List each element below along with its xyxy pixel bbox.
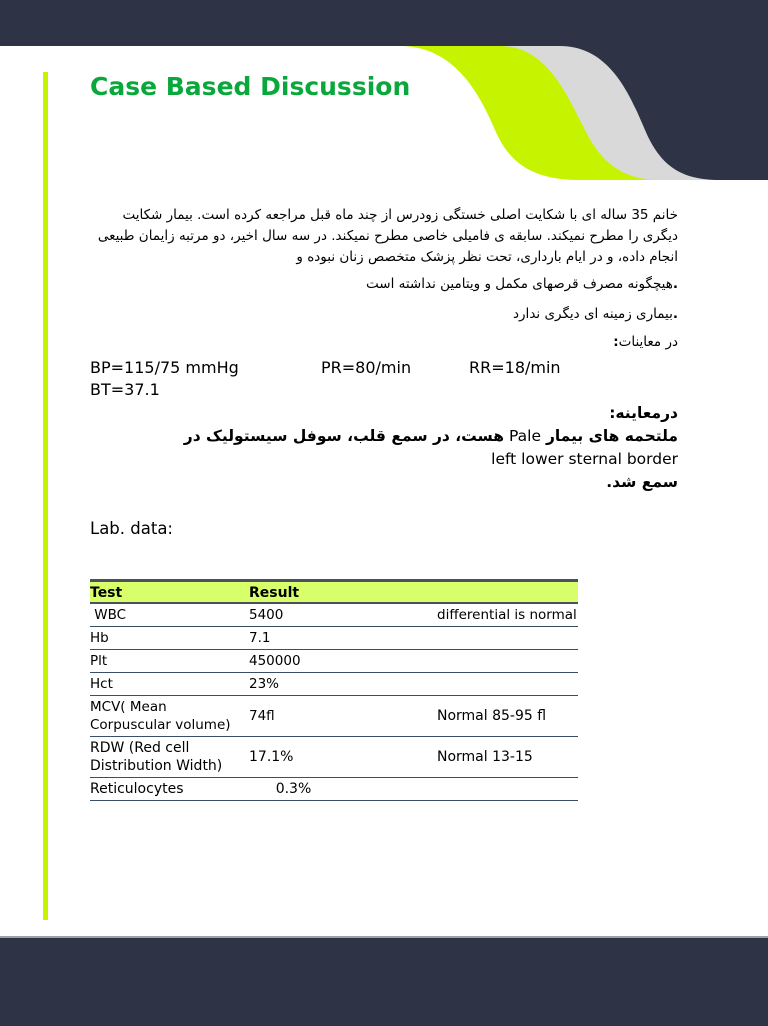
header-result: Result [249, 581, 437, 604]
footer-band [0, 936, 768, 1026]
pulse-rate: PR=80/min [321, 358, 412, 377]
header-note [437, 581, 578, 604]
bullet-icon: . [672, 276, 678, 292]
table-header-row [90, 581, 578, 604]
cell-test: Reticulocytes [90, 778, 249, 801]
cell-note: differential is normal [437, 603, 578, 627]
cell-test: WBC [90, 603, 249, 627]
cell-result: 450000 [249, 650, 437, 673]
table-row [90, 696, 578, 737]
bullet-supplements [90, 273, 678, 295]
header-test: Test [90, 581, 249, 604]
bullet-text: هیچگونه مصرف قرصهای مکمل و ویتامین نداشته است [366, 276, 673, 292]
exam-intro: در معاینات: [613, 334, 678, 350]
cell-result: 17.1% [249, 737, 437, 778]
table-row [90, 650, 578, 673]
cell-test: MCV( Mean Corpuscular volume) [90, 696, 249, 737]
cell-note [437, 778, 578, 801]
slide-title: Case Based Discussion [90, 72, 411, 101]
table-row [90, 673, 578, 696]
exam-pale: Pale [509, 427, 541, 445]
bullet-text: بیماری زمینه ای دیگری ندارد [513, 306, 673, 322]
table-row [90, 603, 578, 627]
patient-history: خانم 35 ساله ای با شکایت اصلی خستگی زودرس از چند ماه قبل مراجعه کرده است. بیمار شکایت دیگری را مطرح نمیکند. سابقه ی فامیلی خاصی مطرح نمیکند. در سه سال اخیر، دو مرتبه زایمان طبیعی انجام داده، و در ایام بارداری، تحت نظر پزشک متخصص زنان نبوده و [97, 207, 678, 265]
table-row [90, 778, 578, 801]
exam-line-a: ملتحمه های بیمار [545, 427, 678, 445]
cell-result: 5400 [249, 603, 437, 627]
table-row [90, 737, 578, 778]
exam-intro-text: در معاینات [618, 334, 678, 350]
exam-sternal-border: left lower sternal border [491, 450, 678, 468]
cell-note: Normal 85-95 fl [437, 696, 578, 737]
lab-data-label: Lab. data: [90, 519, 173, 538]
cell-note: Normal 13-15 [437, 737, 578, 778]
lab-table [90, 579, 578, 801]
cell-note [437, 627, 578, 650]
exam-heard: سمع شد. [606, 473, 678, 491]
cell-result: 23% [249, 673, 437, 696]
cell-test: Plt [90, 650, 249, 673]
cell-note [437, 673, 578, 696]
table-row [90, 627, 578, 650]
body-temperature: BT=37.1 [90, 380, 160, 399]
exam-line-b: هست، در سمع قلب، سوفل سیستولیک در [183, 427, 505, 445]
blood-pressure: BP=115/75 mmHg [90, 358, 239, 377]
respiratory-rate: RR=18/min [469, 358, 561, 377]
exam-heading: درمعاینه: [609, 404, 678, 422]
cell-result: 0.3% [249, 778, 437, 801]
cell-note [437, 650, 578, 673]
left-accent-bar [43, 72, 48, 920]
bullet-no-disease [90, 303, 678, 325]
cell-test: Hct [90, 673, 249, 696]
bullet-icon: . [672, 306, 678, 322]
cell-test: Hb [90, 627, 249, 650]
exam-findings [90, 402, 678, 494]
cell-result: 74fl [249, 696, 437, 737]
cell-test: RDW (Red cell Distribution Width) [90, 737, 249, 778]
cell-result: 7.1 [249, 627, 437, 650]
vital-signs [90, 357, 561, 401]
